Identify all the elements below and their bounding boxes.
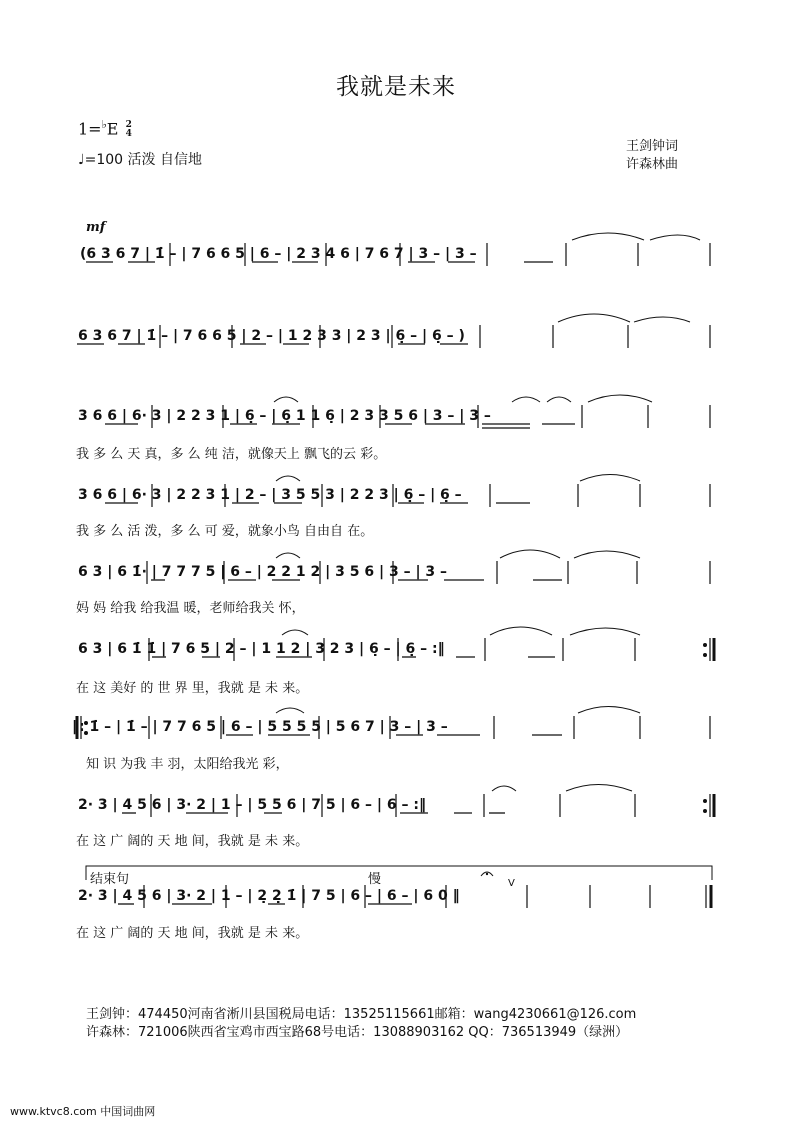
lyric-row-3: 我 多 么 天 真，多 么 纯 洁，就像天上 飘飞的云 彩。	[76, 447, 387, 462]
time-bottom: 4	[125, 128, 132, 139]
composer-credit: 许森林曲	[626, 157, 679, 172]
notation-row-4: 3 6 6 | 6· 3 | 2 2 3 1 | 2 – | 3 5 5 3 | 2 2 3 | 6̣ – | 6̣ –	[78, 487, 462, 503]
lyric-row-8: 在 这 广 阔的 天 地 间，我就 是 未 来。	[76, 834, 309, 849]
song-title: 我就是未来	[336, 74, 456, 100]
lyricist-credit: 王剑钟词	[626, 139, 679, 154]
notation-row-3: 3 6 6 | 6· 3 | 2 2 3 1 | 6̣ – | 6̣ 1 1 6̣ | 2 3 3 5 6 | 3 – | 3 –	[78, 408, 491, 424]
flat-sign: ♭	[101, 118, 107, 131]
notation-row-6: 6 3 | 6 1̇ 1̇ | 7 6 5 | 2 – | 1 1 2 | 3 2 3 | 6̣ – | 6̣ – :‖	[78, 641, 445, 657]
notation-row-8: 2· 3 | 4 5 6 | 3· 2 | 1 – | 5 5 6 | 7 5 | 6 – | 6 – :‖	[78, 797, 426, 813]
breath-mark: V	[508, 878, 515, 889]
key-note: E	[106, 119, 119, 139]
time-signature	[126, 121, 132, 139]
notation-row-1: (6 3 6 7 | 1̇ – | 7 6 6 5 | 6 – | 2 3 4 6 | 7 6 7 | 3 – | 3 –	[80, 246, 477, 262]
dynamic-marking: mf	[86, 220, 106, 235]
lyric-row-4: 我 多 么 活 泼，多 么 可 爱，就象小鸟 自由自 在。	[76, 524, 374, 539]
key-signature	[78, 118, 132, 139]
ending-label: 结束句	[90, 872, 130, 887]
tempo-marking: ♩=100 活泼 自信地	[78, 152, 202, 168]
notation-row-7: ‖: 1̇ – | 1̇ – | 7 7 6 5 | 6 – | 5 5 5 5 | 5 6 7 | 3 – | 3 –	[72, 719, 448, 735]
footer-contact-composer: 许森林：721006陕西省宝鸡市西宝路68号电话：13088903162 QQ：736513949（绿洲）	[86, 1025, 629, 1040]
notation-row-5: 6 3 | 6 1̇· | 7 7 7 5 | 6 – | 2 2 1 2 | 3 5 6 | 3 – | 3 –	[78, 564, 448, 580]
lyric-row-5: 妈 妈 给我 给我温 暖，老师给我关 怀，	[76, 601, 305, 616]
website-watermark: www.ktvc8.com 中国词曲网	[10, 1105, 156, 1118]
lyric-row-7: 知 识 为我 丰 羽，太阳给我光 彩，	[86, 757, 289, 772]
key-prefix: 1=	[78, 119, 102, 139]
time-top: 2	[125, 119, 132, 130]
notation-row-9: 2· 3 | 4 5 6 | 3· 2 | 1 – | 2̣ 2̣ 1̇ | 7 5 | 6 – | 6 – | 6 0 ‖	[78, 888, 460, 904]
lyric-row-6: 在 这 美好 的 世 界 里，我就 是 未 来。	[76, 681, 309, 696]
footer-contact-lyricist: 王剑钟：474450河南省淅川县国税局电话：13525115661邮箱：wang4230661@126.com	[86, 1007, 637, 1022]
lyric-row-9: 在 这 广 阔的 天 地 间，我就 是 未 来。	[76, 926, 309, 941]
slow-mark: 慢	[368, 872, 382, 887]
notation-row-2: 6 3 6 7 | 1̇ – | 7 6 6 5 | 2 – | 1 2 3 3 | 2 3 | 6̣ – | 6̣ – )	[78, 328, 465, 344]
